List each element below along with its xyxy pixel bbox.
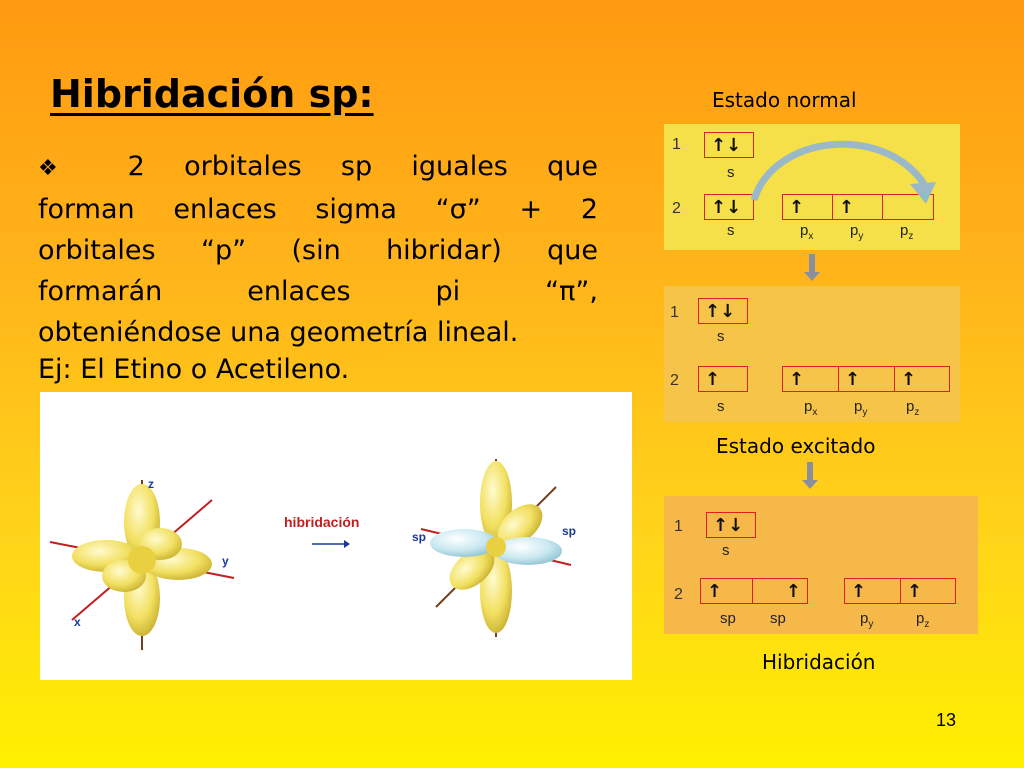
- body-paragraph: [38, 146, 598, 353]
- orbital-2s-box: ↑: [698, 366, 748, 392]
- px-cell: ↑: [783, 367, 839, 391]
- text-line-1: ❖ 2 orbitales sp iguales que: [38, 151, 598, 182]
- sp2-cell: ↑: [785, 580, 801, 602]
- page-number: 13: [935, 710, 956, 730]
- slide-title: Hibridación sp:: [50, 72, 374, 116]
- py-cell: ↑: [845, 579, 901, 603]
- sp1-cell: ↑: [701, 579, 753, 603]
- label-2s: s: [727, 222, 735, 239]
- label-1s: s: [717, 328, 725, 345]
- orbital-2p-box: [782, 366, 950, 392]
- orbital-1s-box: ↑↓: [706, 512, 756, 538]
- right-arrow-icon: [312, 540, 350, 548]
- hybrid-state-panel: [664, 496, 978, 634]
- px-cell: ↑: [783, 195, 833, 219]
- label-pz: $p_z$: [906, 398, 920, 418]
- axis-x-label: x: [74, 615, 81, 629]
- sp-orbitals-box: [700, 578, 808, 604]
- axis-y-label: y: [222, 554, 229, 568]
- py-cell: ↑: [833, 195, 883, 219]
- pz-cell: ↑: [901, 368, 917, 390]
- row-2-label: 2: [674, 586, 683, 603]
- orbital-1s-box: ↑↓: [704, 132, 754, 158]
- sp-left-label: sp: [412, 530, 427, 544]
- label-px: $p_x$: [800, 222, 814, 242]
- orbital-1s-box: ↑↓: [698, 298, 748, 324]
- orbital-illustration: [40, 392, 632, 680]
- text-line-2: forman enlaces sigma “σ” + 2: [38, 194, 598, 225]
- label-sp2: sp: [770, 610, 786, 627]
- example-text: Ej: El Etino o Acetileno.: [38, 354, 350, 385]
- label-sp1: sp: [720, 610, 736, 627]
- label-pz: $p_z$: [916, 610, 930, 630]
- label-py: $p_y$: [860, 610, 874, 630]
- orbital-2s-box: ↑↓: [704, 194, 754, 220]
- p-orbitals-drawing: [50, 477, 234, 650]
- label-pz: $p_z$: [900, 222, 914, 242]
- excited-state-panel: [664, 286, 960, 422]
- curved-arrow-icon: [744, 134, 944, 204]
- label-1s: s: [727, 164, 735, 181]
- hibridacion-label: hibridación: [284, 514, 360, 530]
- down-arrow-icon: [809, 254, 815, 276]
- py-cell: ↑: [839, 367, 895, 391]
- down-arrow-icon: [807, 462, 813, 484]
- row-1-label: 1: [670, 304, 679, 321]
- sp-orbitals-drawing: [412, 459, 576, 637]
- text-line-5: obteniéndose una geometría lineal.: [38, 317, 519, 348]
- estado-excitado-caption: Estado excitado: [716, 434, 876, 458]
- row-2-label: 2: [670, 372, 679, 389]
- label-py: $p_y$: [854, 398, 868, 418]
- label-px: $p_x$: [804, 398, 818, 418]
- text-line-3: orbitales “p” (sin hibridar) que: [38, 235, 598, 266]
- orbital-image: [40, 392, 632, 680]
- label-py: $p_y$: [850, 222, 864, 242]
- axis-z-label: z: [148, 477, 154, 491]
- diamond-bullet-icon: ❖: [38, 156, 89, 181]
- estado-normal-caption: Estado normal: [712, 88, 857, 112]
- normal-state-panel: [664, 124, 960, 250]
- text-line-4: formarán enlaces pi “π”,: [38, 276, 598, 307]
- row-1-label: 1: [674, 518, 683, 535]
- row-2-label: 2: [672, 200, 681, 217]
- hibridacion-caption: Hibridación: [762, 650, 876, 674]
- row-1-label: 1: [672, 136, 681, 153]
- pz-cell: ↑: [907, 580, 923, 602]
- p-unhybrid-box: [844, 578, 956, 604]
- sp-right-label: sp: [562, 524, 577, 538]
- label-1s: s: [722, 542, 730, 559]
- label-2s: s: [717, 398, 725, 415]
